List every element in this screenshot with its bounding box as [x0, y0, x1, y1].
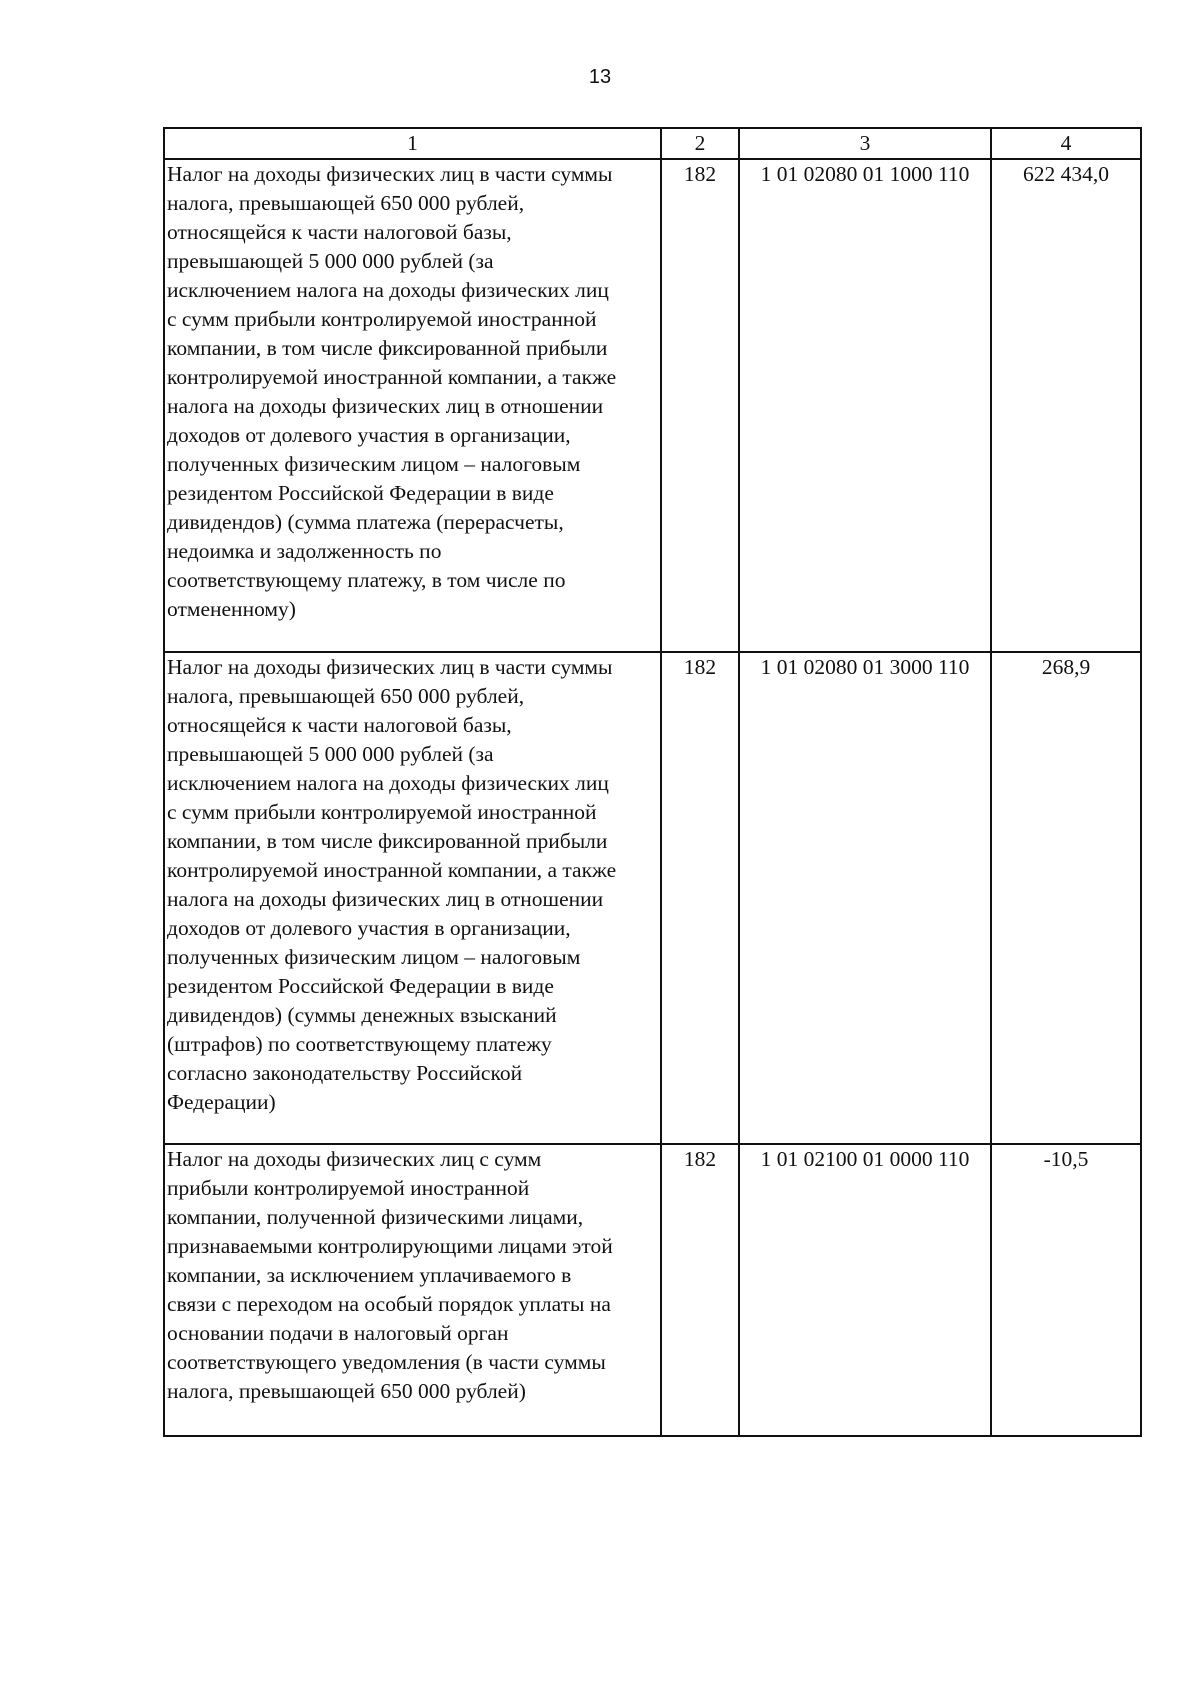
description-line: прибыли контролируемой иностранной — [167, 1176, 530, 1200]
header-col-2: 2 — [661, 128, 739, 159]
revenue-table — [163, 127, 1142, 1437]
row-amount: -10,5 — [991, 1144, 1141, 1436]
description-line: относящейся к части налоговой базы, — [167, 220, 512, 244]
description-line: соответствующего уведомления (в части суммы — [167, 1350, 606, 1374]
description-line: с сумм прибыли контролируемой иностранной — [167, 800, 597, 824]
description-line: компании, в том числе фиксированной прибыли — [167, 336, 608, 360]
description-line: компании, полученной физическими лицами, — [167, 1205, 584, 1229]
description-line: компании, в том числе фиксированной прибыли — [167, 829, 608, 853]
description-line: с сумм прибыли контролируемой иностранной — [167, 307, 597, 331]
description-line: превышающей 5 000 000 рублей (за — [167, 249, 494, 273]
description-line: Налог на доходы физических лиц с сумм — [167, 1147, 542, 1171]
description-line: налога, превышающей 650 000 рублей, — [167, 684, 525, 708]
description-line: исключением налога на доходы физических лиц — [167, 278, 609, 302]
row-admin-code: 182 — [661, 652, 739, 1144]
description-line: доходов от долевого участия в организации, — [167, 916, 571, 940]
description-line: исключением налога на доходы физических лиц — [167, 771, 609, 795]
description-line: резидентом Российской Федерации в виде — [167, 481, 554, 505]
description-line: контролируемой иностранной компании, а также — [167, 858, 617, 882]
description-line: отмененному) — [167, 597, 296, 621]
description-line: связи с переходом на особый порядок уплаты на — [167, 1292, 611, 1316]
description-line: основании подачи в налоговый орган — [167, 1321, 509, 1345]
description-line: дивидендов) (сумма платежа (перерасчеты, — [167, 510, 564, 534]
row-kbk-code: 1 01 02100 01 0000 110 — [739, 1144, 991, 1436]
description-line: Федерации) — [167, 1090, 276, 1114]
row-admin-code: 182 — [661, 159, 739, 652]
description-line: налога на доходы физических лиц в отношении — [167, 394, 604, 418]
header-col-1: 1 — [164, 128, 661, 159]
header-col-4: 4 — [991, 128, 1141, 159]
table-row — [164, 652, 1141, 1144]
description-line: недоимка и задолженность по — [167, 539, 442, 563]
description-line: контролируемой иностранной компании, а также — [167, 365, 617, 389]
row-amount: 622 434,0 — [991, 159, 1141, 652]
description-line: дивидендов) (суммы денежных взысканий — [167, 1003, 557, 1027]
description-line: Налог на доходы физических лиц в части суммы — [167, 655, 613, 679]
description-line: Налог на доходы физических лиц в части суммы — [167, 162, 613, 186]
description-line: компании, за исключением уплачиваемого в — [167, 1263, 572, 1287]
table-row — [164, 1144, 1141, 1436]
description-line: резидентом Российской Федерации в виде — [167, 974, 554, 998]
description-line: признаваемыми контролирующими лицами этой — [167, 1234, 613, 1258]
description-line: полученных физическим лицом – налоговым — [167, 945, 581, 969]
description-line: налога, превышающей 650 000 рублей) — [167, 1379, 526, 1403]
table-header-row — [164, 128, 1141, 159]
header-col-3: 3 — [739, 128, 991, 159]
row-amount: 268,9 — [991, 652, 1141, 1144]
row-kbk-code: 1 01 02080 01 1000 110 — [739, 159, 991, 652]
description-line: доходов от долевого участия в организации, — [167, 423, 571, 447]
row-description — [164, 1144, 661, 1436]
row-admin-code: 182 — [661, 1144, 739, 1436]
description-line: согласно законодательству Российской — [167, 1061, 523, 1085]
description-line: (штрафов) по соответствующему платежу — [167, 1032, 552, 1056]
description-line: налога, превышающей 650 000 рублей, — [167, 191, 525, 215]
row-kbk-code: 1 01 02080 01 3000 110 — [739, 652, 991, 1144]
page-number: 13 — [588, 66, 612, 88]
description-line: превышающей 5 000 000 рублей (за — [167, 742, 494, 766]
description-line: относящейся к части налоговой базы, — [167, 713, 512, 737]
description-line: налога на доходы физических лиц в отношении — [167, 887, 604, 911]
table-row — [164, 159, 1141, 652]
row-description — [164, 652, 661, 1144]
description-line: полученных физическим лицом – налоговым — [167, 452, 581, 476]
row-description — [164, 159, 661, 652]
description-line: соответствующему платежу, в том числе по — [167, 568, 566, 592]
